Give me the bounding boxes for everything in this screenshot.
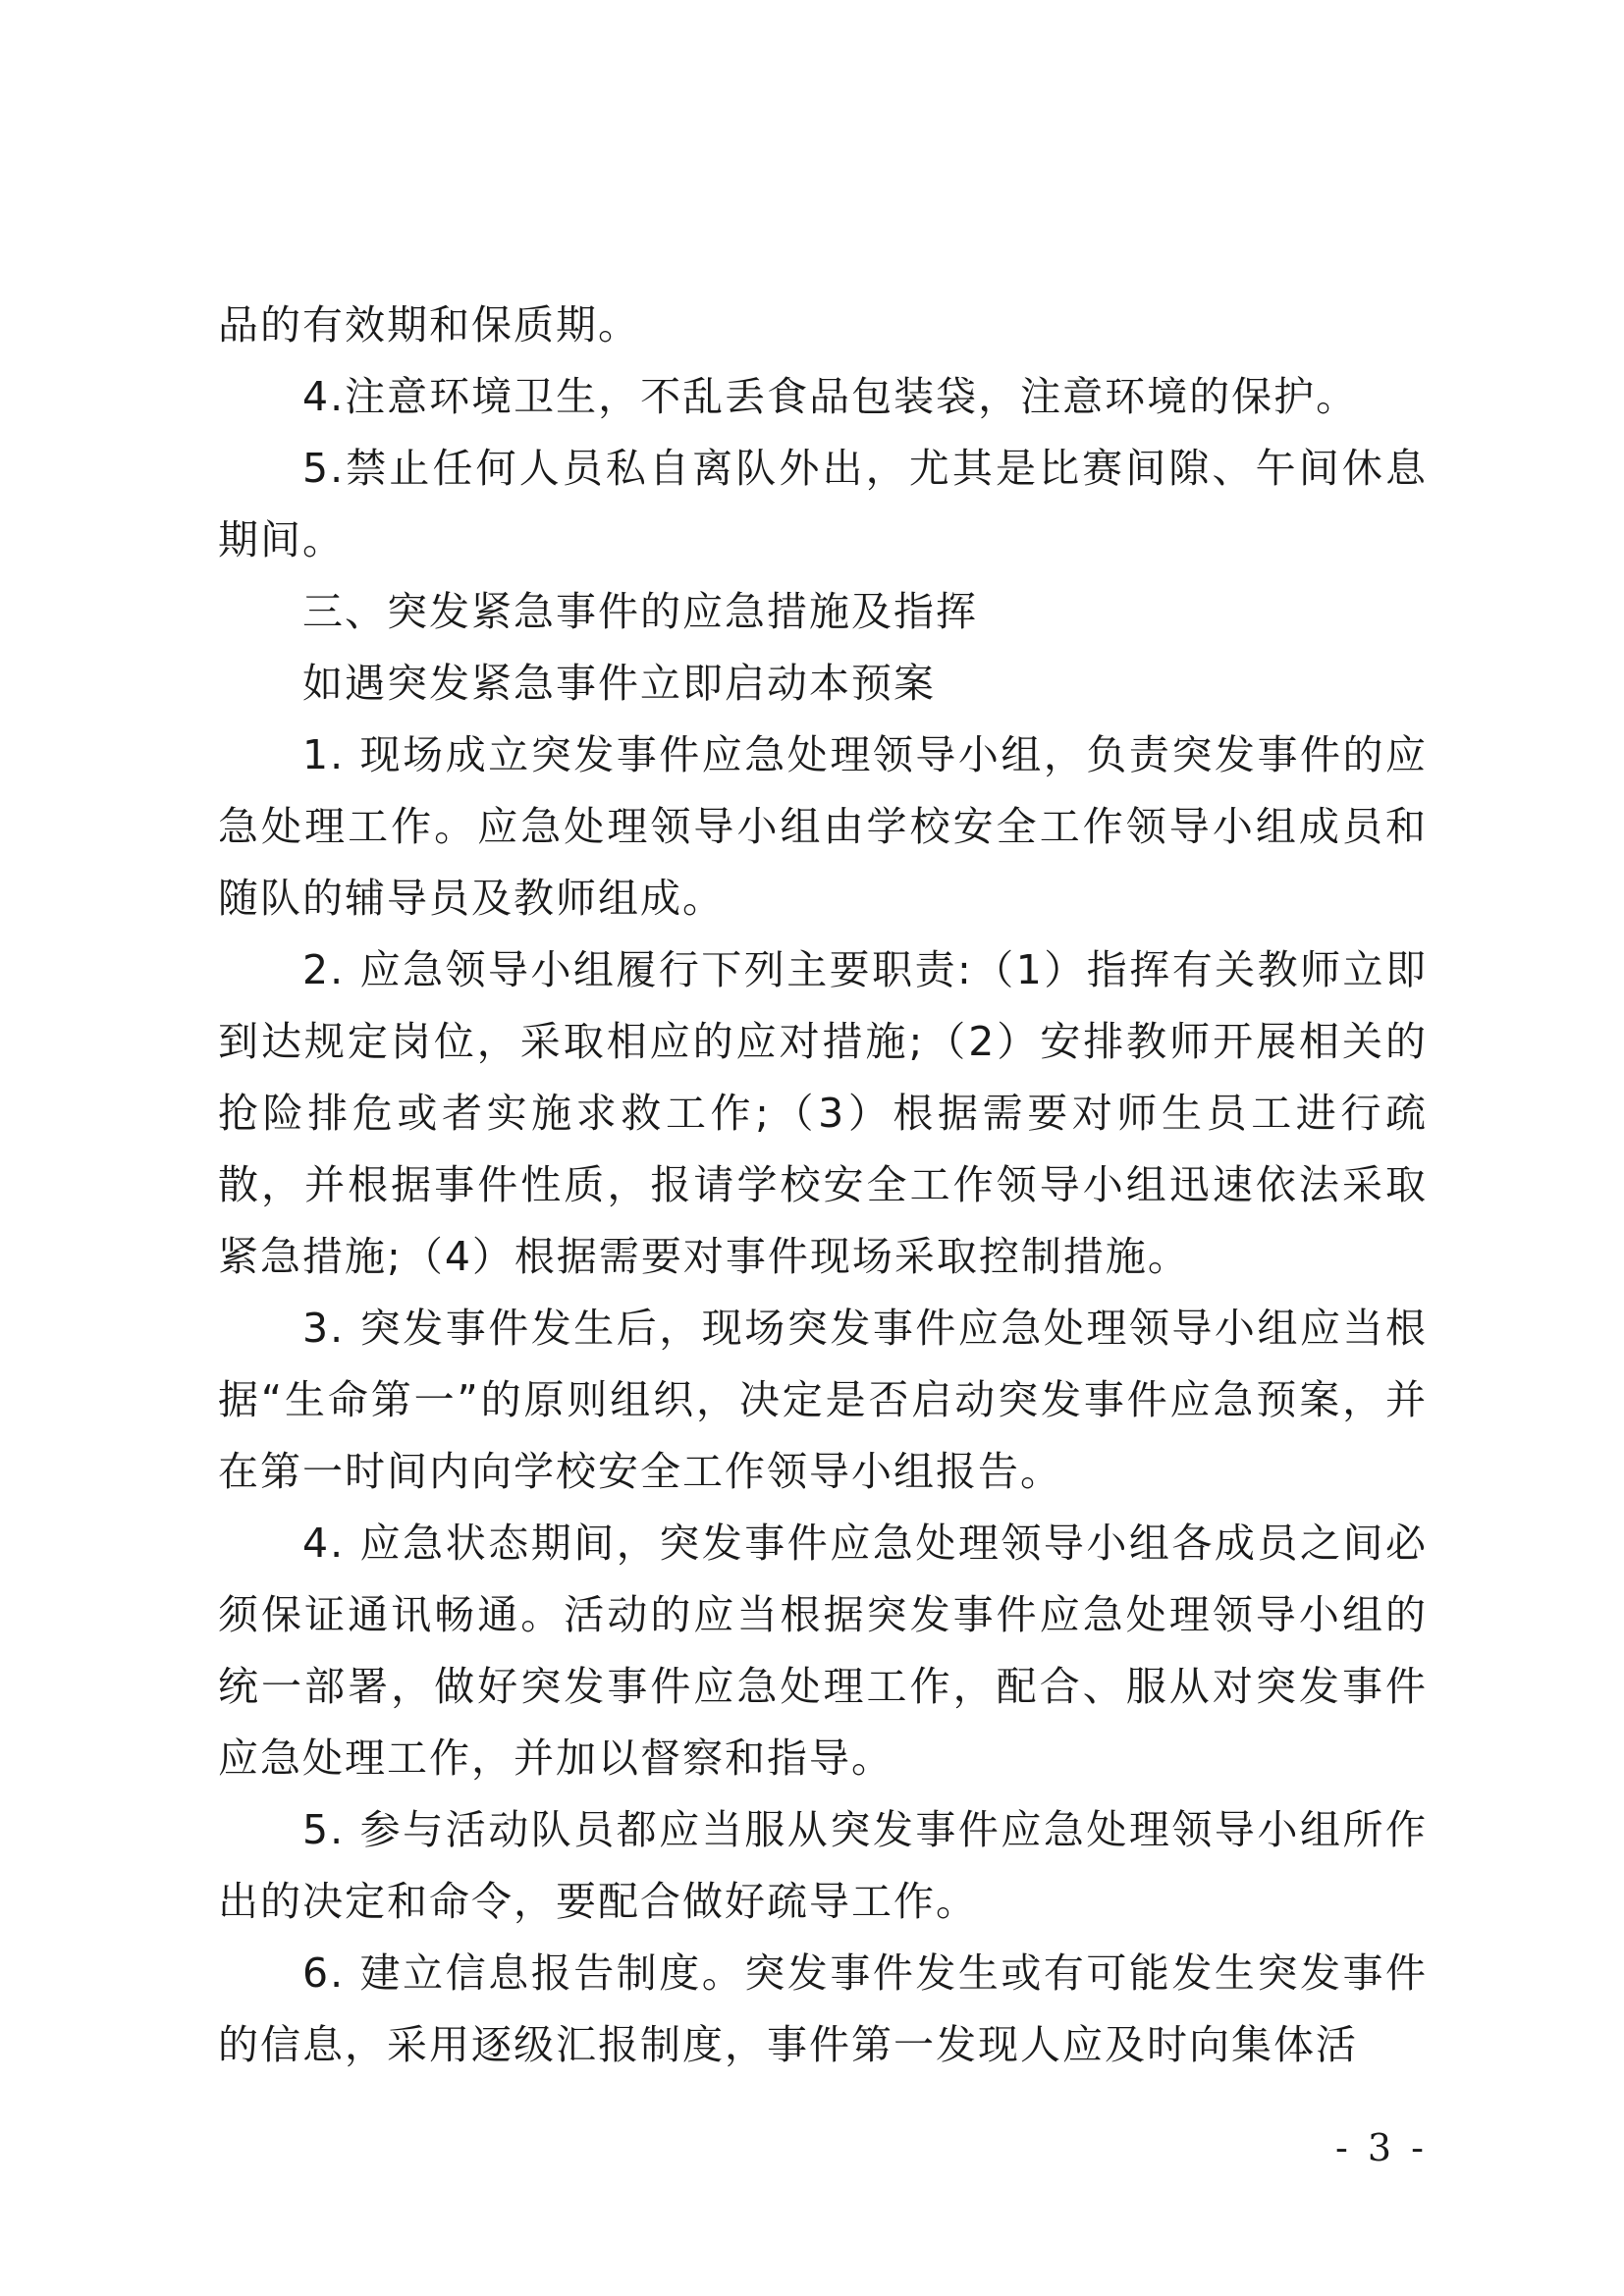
page-number: - 3 -	[1334, 2126, 1428, 2169]
paragraph-step-6: 6. 建立信息报告制度。突发事件发生或有可能发生突发事件的信息，采用逐级汇报制度，事件第一发现人应及时向集体活	[218, 1949, 1428, 2068]
paragraph-step-4: 4. 应急状态期间，突发事件应急处理领导小组各成员之间必须保证通讯畅通。活动的应当根据突发事件应急处理领导小组的统一部署，做好突发事件应急处理工作，配合、服从对突发事件应急处理工作，并加以督察和指导。	[218, 1520, 1428, 1782]
paragraph-continuation: 品的有效期和保质期。	[218, 301, 640, 348]
paragraph-item-5: 5.禁止任何人员私自离队外出，尤其是比赛间隙、午间休息期间。	[218, 445, 1428, 563]
paragraph-step-3: 3. 突发事件发生后，现场突发事件应急处理领导小组应当根据“生命第一”的原则组织，决定是否启动突发事件应急预案，并在第一时间内向学校安全工作领导小组报告。	[218, 1305, 1428, 1495]
section-heading: 三、突发紧急事件的应急措施及指挥	[302, 588, 978, 635]
body-text	[218, 290, 1428, 2081]
paragraph-step-2: 2. 应急领导小组履行下列主要职责:（1）指挥有关教师立即到达规定岗位，采取相应的应对措施;（2）安排教师开展相关的抢险排危或者实施求救工作;（3）根据需要对师生员工进行疏散，并根据事件性质，报请学校安全工作领导小组迅速依法采取紧急措施;（4）根据需要对事件现场采取控制措施。	[218, 946, 1428, 1280]
paragraph-step-1: 1. 现场成立突发事件应急处理领导小组，负责突发事件的应急处理工作。应急处理领导小组由学校安全工作领导小组成员和随队的辅导员及教师组成。	[218, 731, 1428, 922]
paragraph-item-4: 4.注意环境卫生，不乱丢食品包装袋，注意环境的保护。	[302, 373, 1359, 420]
section-intro: 如遇突发紧急事件立即启动本预案	[302, 660, 936, 707]
paragraph-step-5: 5. 参与活动队员都应当服从突发事件应急处理领导小组所作出的决定和命令，要配合做好疏导工作。	[218, 1806, 1428, 1925]
